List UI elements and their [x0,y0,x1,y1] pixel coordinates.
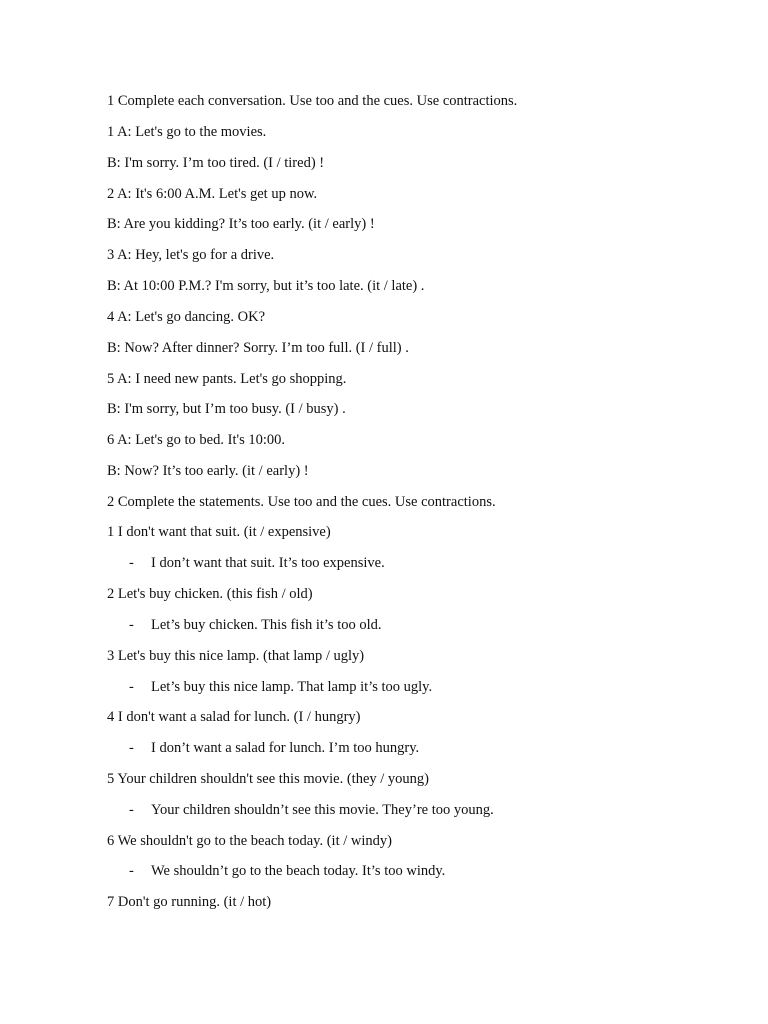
conversation-line: 1 A: Let's go to the movies. [107,124,267,140]
exercise-2-heading: 2 Complete the statements. Use too and the cues. Use contractions. [107,494,496,510]
answer-item [129,739,419,757]
answer-item [129,616,382,634]
answer-text: We shouldn’t go to the beach today. It’s too windy. [151,863,446,879]
answer-text: Let’s buy chicken. This fish it’s too old. [151,617,382,633]
answer-text: I don’t want a salad for lunch. I’m too hungry. [151,740,420,756]
conversation-line: B: Are you kidding? It’s too early. (it / early) ! [107,216,375,232]
statement-prompt: 5 Your children shouldn't see this movie. (they / young) [107,771,429,787]
bullet-dash: - [129,802,134,818]
conversation-line: B: I'm sorry, but I’m too busy. (I / busy) . [107,401,346,417]
answer-item [129,862,445,880]
bullet-dash: - [129,617,134,633]
conversation-line: B: Now? After dinner? Sorry. I’m too full. (I / full) . [107,340,409,356]
statement-prompt: 2 Let's buy chicken. (this fish / old) [107,586,313,602]
statement-prompt: 7 Don't go running. (it / hot) [107,894,272,910]
answer-text: Let’s buy this nice lamp. That lamp it’s too ugly. [151,679,433,695]
bullet-dash: - [129,863,134,879]
conversation-line: 4 A: Let's go dancing. OK? [107,309,266,325]
bullet-dash: - [129,679,134,695]
statement-prompt: 4 I don't want a salad for lunch. (I / hungry) [107,709,361,725]
statement-prompt: 1 I don't want that suit. (it / expensive) [107,524,331,540]
answer-item [129,554,385,572]
statement-prompt: 6 We shouldn't go to the beach today. (it / windy) [107,833,392,849]
conversation-line: 6 A: Let's go to bed. It's 10:00. [107,432,286,448]
conversation-line: 3 A: Hey, let's go for a drive. [107,247,275,263]
answer-text: I don’t want that suit. It’s too expensive. [151,555,385,571]
conversation-line: 2 A: It's 6:00 A.M. Let's get up now. [107,186,318,202]
answer-text: Your children shouldn’t see this movie. They’re too young. [151,802,494,818]
bullet-dash: - [129,740,134,756]
statement-prompt: 3 Let's buy this nice lamp. (that lamp / ugly) [107,648,365,664]
conversation-line: B: At 10:00 P.M.? I'm sorry, but it’s too late. (it / late) . [107,278,425,294]
answer-item [129,801,494,819]
exercise-1-heading: 1 Complete each conversation. Use too and the cues. Use contractions. [107,93,518,109]
answer-item [129,678,432,696]
conversation-line: B: Now? It’s too early. (it / early) ! [107,463,309,479]
bullet-dash: - [129,555,134,571]
conversation-line: 5 A: I need new pants. Let's go shopping. [107,371,347,387]
conversation-line: B: I'm sorry. I’m too tired. (I / tired) ! [107,155,325,171]
